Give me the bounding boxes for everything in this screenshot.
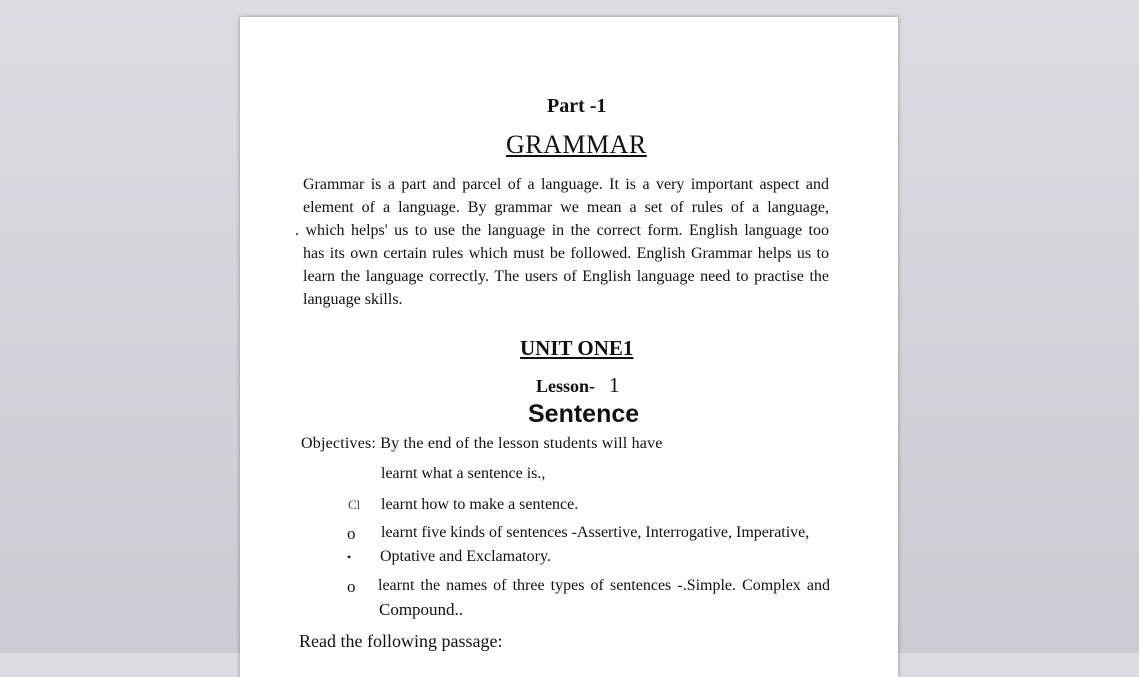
document-page bbox=[240, 17, 898, 677]
lesson-label: Lesson- bbox=[536, 376, 596, 396]
lesson-number: 1 bbox=[609, 373, 620, 397]
part-heading: Part -1 bbox=[547, 95, 607, 117]
intro-line: has its own certain rules which must be followed. English Grammar helps us to bbox=[303, 245, 829, 262]
unit-title: UNIT ONE1 bbox=[520, 336, 634, 360]
objectives-intro: Objectives: By the end of the lesson students will have bbox=[301, 435, 663, 452]
objective-item: Compound.. bbox=[379, 600, 464, 619]
bullet-marker: o bbox=[347, 524, 356, 543]
bullet-marker: Cl bbox=[348, 497, 361, 512]
objective-item: learnt five kinds of sentences -Assertive, Interrogative, Imperative, bbox=[381, 524, 810, 541]
objective-item: learnt how to make a sentence. bbox=[381, 496, 579, 513]
lesson-heading bbox=[536, 373, 620, 398]
objective-item: learnt the names of three types of sentences -.Simple. Complex and bbox=[378, 577, 830, 594]
intro-paragraph bbox=[295, 173, 829, 311]
objective-item: learnt what a sentence is., bbox=[381, 465, 546, 482]
lesson-title: Sentence bbox=[528, 400, 640, 428]
main-title: GRAMMAR bbox=[506, 130, 647, 159]
bullet-marker: o bbox=[347, 577, 356, 596]
objective-item: Optative and Exclamatory. bbox=[380, 548, 551, 565]
intro-line: . which helps' us to use the language in the correct form. English language too bbox=[295, 222, 829, 239]
intro-line: learn the language correctly. The users of English language need to practise the bbox=[303, 268, 829, 285]
intro-line: element of a language. By grammar we mean a set of rules of a language, bbox=[303, 199, 829, 216]
bullet-marker: • bbox=[347, 550, 352, 564]
intro-line: language skills. bbox=[303, 291, 403, 308]
intro-line: Grammar is a part and parcel of a language. It is a very important aspect and bbox=[303, 176, 829, 193]
read-prompt: Read the following passage: bbox=[299, 631, 503, 651]
